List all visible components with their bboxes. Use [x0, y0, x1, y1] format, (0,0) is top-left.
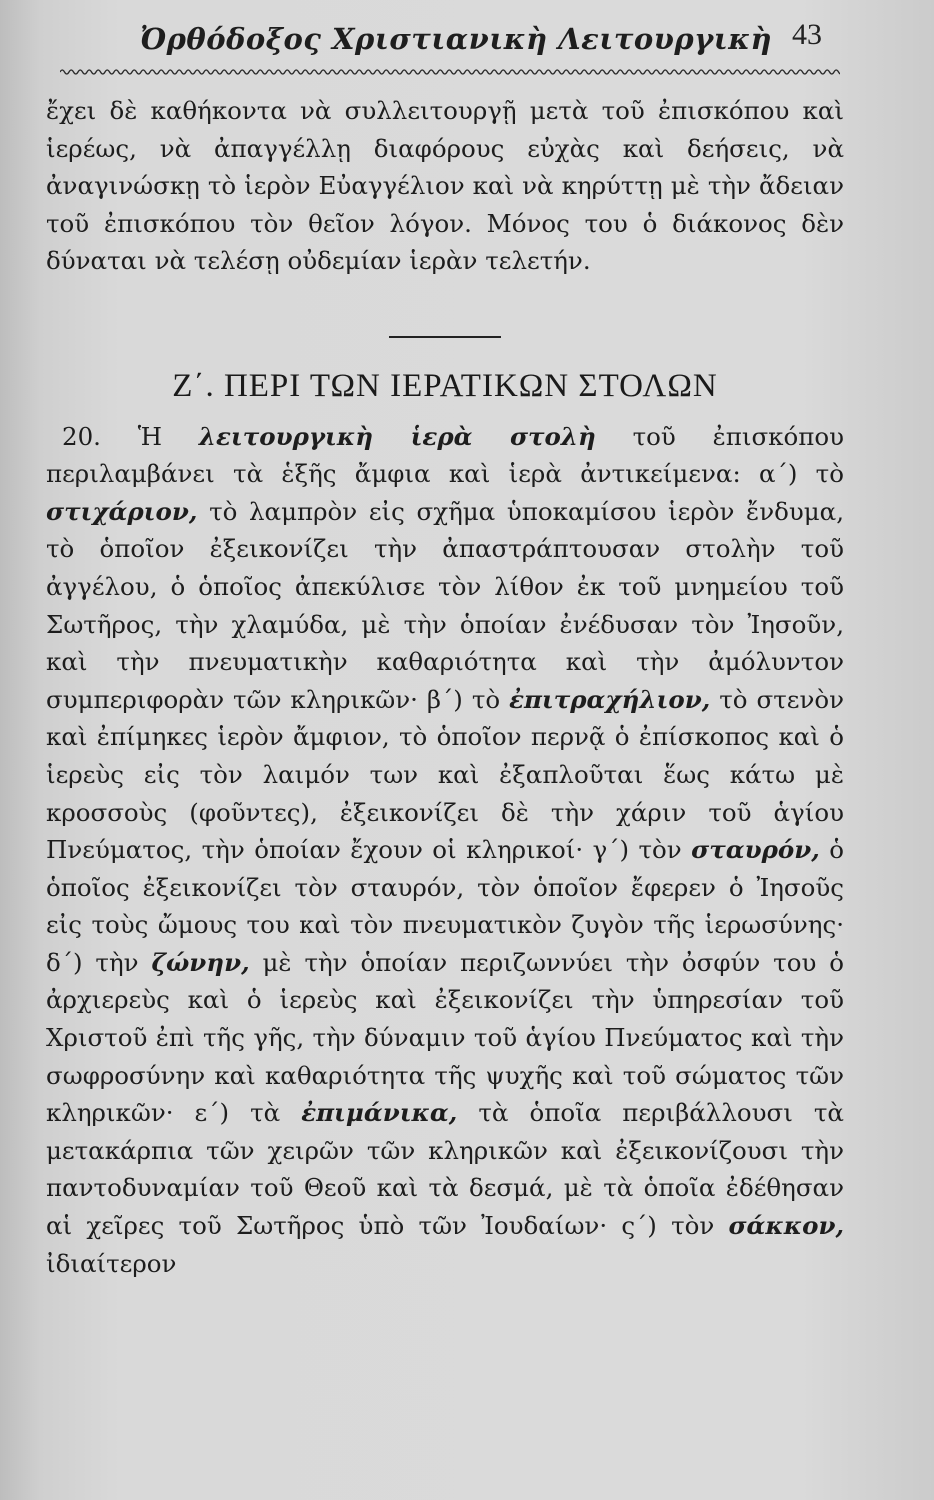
paragraph-text: μὲ τὴν ὁποίαν περιζωννύει τὴν ὀσφύν του ὁ ἀρχιερεὺς καὶ ὁ ἱερεὺς καὶ ἐξεικονίζει τὴν ὑπηρεσίαν τοῦ Χριστοῦ ἐπὶ τῆς γῆς, τὴν δύναμιν τοῦ ἁγίου Πνεύματος καὶ τὴν σωφροσύνην καὶ καθαριότητα τῆς ψυχῆς καὶ τοῦ σώματος τῶν κληρικῶν· ε΄) τὰ	[46, 947, 844, 1128]
paragraph-number: 20.	[62, 421, 101, 451]
page-header	[140, 14, 830, 64]
section-paragraph	[46, 418, 844, 1283]
term-stavros: σταυρόν,	[691, 835, 820, 865]
section-heading: Ζ΄. ΠΕΡΙ ΤΩΝ ΙΕΡΑΤΙΚΩΝ ΣΤΟΛΩΝ	[172, 367, 718, 404]
term-sticharion: στιχάριον,	[46, 496, 198, 526]
term-liturgical-vestment: λειτουργικὴ ἱερὰ στολὴ	[198, 421, 596, 451]
paragraph-text: τοῦ ἐπισκόπου περιλαμβάνει τὰ ἑξῆς ἄμφια καὶ ἱερὰ ἀντικείμενα: α΄) τὸ	[46, 421, 844, 489]
paragraph-text: ἰδιαίτερον	[46, 1248, 177, 1278]
term-epitrachelion: ἐπιτραχήλιον,	[509, 684, 711, 714]
term-epimanika: ἐπιμάνικα,	[301, 1098, 458, 1128]
section-divider	[389, 336, 501, 338]
term-zoni: ζώνην,	[151, 947, 250, 977]
paragraph-text: τὸ στενὸν καὶ ἐπίμηκες ἱερὸν ἄμφιον, τὸ ὁποῖον περνᾷ ὁ ἐπίσκοπος καὶ ὁ ἱερεὺς εἰς τὸν λαιμόν των καὶ ἐξαπλοῦται ἕως κάτω μὲ κροσσοὺς (φοῦντες), ἐξεικονίζει δὲ τὴν χάριν τοῦ ἁγίου Πνεύματος, τὴν ὁποίαν ἔχουν οἱ κληρικοί· γ΄) τὸν	[46, 684, 844, 865]
page-number: 43	[792, 18, 822, 51]
intro-paragraph: ἔχει δὲ καθήκοντα νὰ συλλειτουργῇ μετὰ τοῦ ἐπισκόπου καὶ ἱερέως, νὰ ἀπαγγέλλῃ διαφόρους εὐχὰς καὶ δεήσεις, νὰ ἀναγινώσκῃ τὸ ἱερὸν Εὐαγγέλιον καὶ νὰ κηρύττῃ μὲ τὴν ἄδειαν τοῦ ἐπισκόπου τὸν θεῖον λόγον. Μόνος του ὁ διάκονος δὲν δύναται νὰ τελέσῃ οὐδεμίαν ἱερὰν τελετήν.	[46, 96, 844, 276]
paragraph-text: τὰ ὁποῖα περιβάλλουσι τὰ μετακάρπια τῶν χειρῶν τῶν κληρικῶν καὶ ἐξεικονίζουσι τὴν παντοδυναμίαν τοῦ Θεοῦ καὶ τὰ δεσμά, μὲ τὰ ὁποῖα ἐδέθησαν αἱ χεῖρες τοῦ Σωτῆρος ὑπὸ τῶν Ἰουδαίων· ς΄) τὸν	[46, 1098, 844, 1241]
running-title: Ὀρθόδοξος Χριστιανικὴ Λειτουργικὴ	[140, 22, 773, 56]
body-text	[46, 92, 844, 1282]
paragraph-text: ὁ ὁποῖος ἐξεικονίζει τὸν σταυρόν, τὸν ὁποῖον ἔφερεν ὁ Ἰησοῦς εἰς τοὺς ὤμους του καὶ τὸν πνευματικὸν ζυγὸν τῆς ἱερωσύνης· δ΄) τὴν	[46, 835, 844, 977]
term-sakkos: σάκκον,	[728, 1211, 844, 1241]
paragraph-text: τὸ λαμπρὸν εἰς σχῆμα ὑποκαμίσου ἱερὸν ἔνδυμα, τὸ ὁποῖον ἐξεικονίζει τὴν ἀπαστράπτουσαν στολὴν τοῦ ἀγγέλου, ὁ ὁποῖος ἀπεκύλισε τὸν λίθον ἐκ τοῦ μνημείου τοῦ Σωτῆρος, τὴν χλαμύδα, μὲ τὴν ὁποίαν ἐνέδυσαν τὸν Ἰησοῦν, καὶ τὴν πνευματικὴν καθαριότητα καὶ τὴν ἀμόλυντον συμπεριφορὰν τῶν κληρικῶν· β΄) τὸ	[46, 496, 844, 714]
wavy-header-rule	[60, 62, 840, 82]
paragraph-text: Ἡ	[137, 421, 163, 451]
